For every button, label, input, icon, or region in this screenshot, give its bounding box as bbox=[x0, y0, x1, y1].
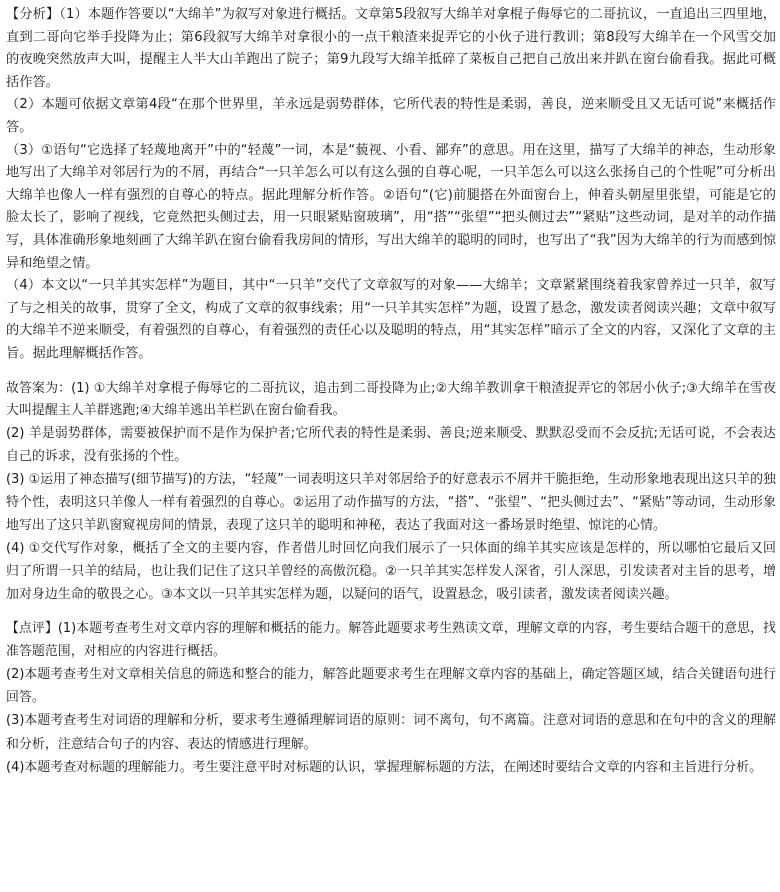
comment-paragraph-3: (3)本题考查考生对词语的理解和分析，要求考生遵循理解词语的原则：词不离句，句不离篇。注意对词语的意思和在句中的含义的理解和分析，注意结合句子的内容、表达的情感进行理解。 bbox=[6, 713, 776, 752]
answer-section bbox=[6, 378, 776, 607]
answer-paragraph-2: (2) 羊是弱势群体，需要被保护而不是作为保护者;它所代表的特性是柔弱、善良;逆来顺受、默默忍受而不会反抗;无话可说，不会表达自己的诉求，没有张扬的个性。 bbox=[6, 426, 776, 465]
answer-paragraph-3: (3) ①运用了神态描写(细节描写)的方法，“轻蔑”一词表明这只羊对邻居给予的好意表示不屑并干脆拒绝，生动形象地表现出这只羊的独特个性，表明这只羊像人一样有着强烈的自尊心。②运用了动作描写的方法，“搭”、“张望”、“把头侧过去”、“紧贴”等动词，生动形象地写出了这只羊趴窗窥视房间的情景，表现了这只羊的聪明和神秘，表达了我面对这一番场景时绝望、惊诧的心情。 bbox=[6, 472, 776, 533]
comment-paragraph-1: 【点评】(1)本题考查考生对文章内容的理解和概括的能力。解答此题要求考生熟读文章，理解文章的内容，考生要结合题干的意思，找准答题范围，对相应的内容进行概括。 bbox=[6, 620, 776, 659]
comment-section bbox=[6, 617, 776, 779]
answer-paragraph-4: (4) ①交代写作对象，概括了全文的主要内容，作者借儿时回忆向我们展示了一只体面的绵羊其实应该是怎样的，所以哪怕它最后又回归了所谓一只羊的结局，也让我们记住了这只羊曾经的高傲沉稳。②一只羊其实怎样发人深省，引人深思，引发读者对主旨的思考，增加对身边生命的敬畏之心。③本文以一只羊其实怎样为题，以疑问的语气，设置悬念，吸引读者，激发读者阅读兴趣。 bbox=[6, 540, 776, 602]
analysis-paragraph-4: （4）本文以“一只羊其实怎样”为题目，其中“一只羊”交代了文章叙写的对象——大绵羊；文章紧紧围绕着我家曾养过一只羊，叙写了与之相关的故事，贯穿了全文，构成了文章的叙事线索；用“一只羊其实怎样”为题，设置了悬念，激发读者阅读兴趣；文章中叙写的大绵羊不逆来顺受，有着强烈的自尊心，有着强烈的责任心以及聪明的特点，用“其实怎样”暗示了全文的内容，又深化了文章的主旨。据此理解概括作答。 bbox=[6, 278, 776, 361]
comment-paragraph-2: (2)本题考查考生对文章相关信息的筛选和整合的能力，解答此题要求考生在理解文章内容的基础上，确定答题区域，结合关键语句进行回答。 bbox=[6, 666, 776, 706]
answer-paragraph-1: 故答案为：(1) ①大绵羊对拿棍子侮辱它的二哥抗议，追击到二哥投降为止;②大绵羊教训拿干粮渣捉弄它的邻居小伙子;③大绵羊在雪夜大叫提醒主人羊群逃跑;④大绵羊逃出羊栏趴在窗台偷看我。 bbox=[6, 380, 776, 419]
analysis-section bbox=[6, 4, 776, 366]
comment-paragraph-4: (4)本题考查对标题的理解能力。考生要注意平时对标题的认识，掌握理解标题的方法，在阐述时要结合文章的内容和主旨进行分析。 bbox=[6, 759, 763, 775]
analysis-paragraph-2: （2）本题可依据文章第4段“在那个世界里，羊永远是弱势群体，它所代表的特性是柔弱，善良，逆来顺受且又无话可说”来概括作答。 bbox=[6, 97, 776, 135]
analysis-paragraph-3: （3）①语句“它选择了轻蔑地离开”中的“轻蔑”一词，本是“藐视、小看、鄙弃”的意思。用在这里，描写了大绵羊的神态，生动形象地写出了大绵羊对邻居行为的不屑，再结合“一只羊怎么可以有这么强的自尊心呢，一只羊怎么可以这么张扬自己的个性呢”可分析出大绵羊也像人一样有强烈的自尊心的特点。据此理解分析作答。②语句“(它)前腿搭在外面窗台上，伸着头朝屋里张望，可能是它的脸太长了，影响了视线，它竟然把头侧过去，用一只眼紧贴窗玻璃”，用“搭”“张望”“把头侧过去”“紧贴”这些动词，是对羊的动作描写，具体准确形象地刻画了大绵羊趴在窗台偷看我房间的情形，写出大绵羊的聪明的同时，也写出了“我”因为大绵羊的行为而感到惊异和绝望之情。 bbox=[6, 142, 776, 271]
analysis-paragraph-1: 【分析】（1）本题作答要以“大绵羊”为叙写对象进行概括。文章第5段叙写大绵羊对拿棍子侮辱它的二哥抗议，一直追出三四里地，直到二哥向它举手投降为止；第6段叙写大绵羊对拿很小的一点干粮渣来捉弄它的小伙子进行教训；第8段写大绵羊在一个风雪交加的夜晚突然放声大叫，提醒主人半大山羊跑出了院子；第9九段写大绵羊抵碎了菜板自己把自己放出来并趴在窗台偷看我。据此可概括作答。 bbox=[6, 7, 776, 90]
